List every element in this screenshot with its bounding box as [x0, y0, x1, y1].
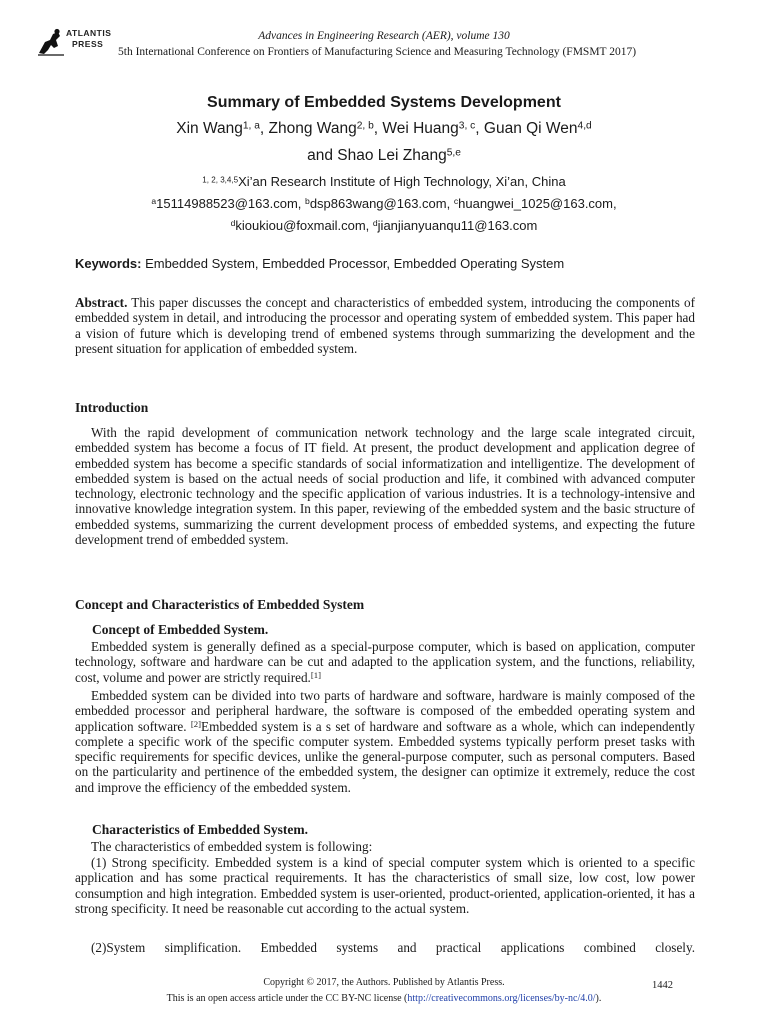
abstract-text: This paper discusses the concept and characteristics of embedded system, introducing the components of embedded system in detail, and introducing the processor and operating system of embedded system. This paper had a vision of future which is developing trend of embened systems through summarizing the development and the present situation for application of embedded system.: [75, 295, 695, 356]
author-name: Guan Qi Wen: [483, 120, 578, 137]
email-address: jianjianyuanqu11@163.com: [377, 218, 538, 233]
email-line2: [0, 218, 768, 234]
publisher-line1: ATLANTIS: [66, 28, 112, 38]
affiliation-text: Xi’an Research Institute of High Technology, Xi’an, China: [238, 174, 566, 189]
subheading-concept: Concept of Embedded System.: [92, 622, 269, 637]
email-sup: d: [230, 218, 236, 229]
subheading-characteristics: Characteristics of Embedded System.: [92, 822, 308, 837]
section-heading-concept: Concept and Characteristics of Embedded System: [75, 597, 365, 612]
email-sup: b: [305, 196, 310, 207]
concept-paragraph-2: [75, 688, 695, 795]
author-list-line2: [0, 146, 768, 166]
email-address: 15114988523@163.com,: [156, 196, 306, 211]
section-heading-introduction: Introduction: [75, 400, 149, 415]
abstract: [75, 295, 695, 356]
author-affil-sup: 4,d: [577, 120, 592, 132]
concept-paragraph-1: [75, 639, 695, 685]
license-text: This is an open access article under the CC BY-NC license (: [166, 993, 408, 1004]
author-name: Zhong Wang: [268, 120, 357, 137]
citation-ref: [2]: [190, 718, 202, 729]
publisher-line2: PRESS: [72, 39, 104, 49]
keywords-text: Embedded System, Embedded Processor, Embedded Operating System: [141, 256, 565, 271]
author-affil-sup: 1, a: [242, 120, 260, 132]
characteristic-1: (1) Strong specificity. Embedded system is a kind of special computer system which is oriented to a specific application and has some practical requirements. It has the characteristics of small size, low cost, low power consumption and high integration. Embedded system is user-oriented, product-oriented, application-oriented, it has a strong specificity. It need be reasonable cut according to the actual system.: [75, 855, 695, 916]
email-address: huangwei_1025@163.com,: [458, 196, 617, 211]
characteristic-2: (2)System simplification. Embedded systems and practical applications combined closely.: [91, 940, 695, 955]
keywords-label: Keywords:: [75, 256, 142, 271]
introduction-paragraph: With the rapid development of communication network technology and the large scale integrated circuit, embedded system has become a focus of IT field. At present, the product development and application degree of embedded system has become a specific standards of social informatization and intelligentize. The development of embedded system is based on the actual needs of social production and life, it combined with advanced computer technology, electronic technology and the specific application of various industries. It is a technology-intensive and innovative knowledge integration system. In this paper, reviewing of the embedded system and the basic structure of embedded systems, summarizing the current development process of embedded systems, and expecting the future development trend of embedded system.: [75, 425, 695, 548]
email-address: dsp863wang@163.com,: [309, 196, 454, 211]
author-separator: ,: [259, 120, 269, 137]
page-number: 1442: [652, 980, 673, 991]
characteristics-intro: The characteristics of embedded system is following:: [91, 839, 373, 854]
affiliation-sup: 1, 2, 3,4,5: [202, 175, 239, 185]
keywords: [75, 256, 715, 272]
author-affil-sup: 2, b: [356, 120, 374, 132]
author-and: and: [307, 147, 338, 164]
author-name: Wei Huang: [382, 120, 459, 137]
footer-license: [0, 993, 768, 1005]
author-separator: ,: [475, 120, 484, 137]
license-link[interactable]: http://creativecommons.org/licenses/by-nc/4.0/: [407, 993, 596, 1004]
concept-text-1: Embedded system is generally defined as a special-purpose computer, which is based on application, computer technology, software and hardware can be cut and adapted to the application system, and the functions, reliability, cost, volume and power are strictly required.: [75, 639, 695, 685]
footer-copyright: Copyright © 2017, the Authors. Published by Atlantis Press.: [263, 977, 505, 988]
author-affil-sup: 3, c: [458, 120, 476, 132]
abstract-label: Abstract.: [75, 295, 128, 310]
author-list-line1: [0, 119, 768, 139]
author-name: Xin Wang: [176, 120, 243, 137]
concept-text-2a: Embedded system can be divided into two parts of hardware and software, hardware is mainly composed of the embedded processor and peripheral hardware, the software is composed of the embedded operating system and application software.: [75, 688, 695, 734]
conference-running-head: 5th International Conference on Frontiers of Manufacturing Science and Measuring Technology (FMSMT 2017): [118, 46, 637, 58]
journal-running-head: Advances in Engineering Research (AER), volume 130: [258, 30, 510, 42]
email-sup: c: [453, 196, 459, 207]
paper-title: Summary of Embedded Systems Development: [207, 94, 561, 111]
citation-ref: [1]: [310, 669, 321, 680]
email-sup: d: [372, 218, 378, 229]
affiliation: [0, 174, 768, 190]
email-address: kioukiou@foxmail.com,: [235, 218, 373, 233]
email-line1: [0, 196, 768, 212]
email-sup: a: [151, 196, 157, 207]
author-separator: ,: [373, 120, 383, 137]
author-name: Shao Lei Zhang: [337, 147, 447, 164]
license-text-end: ).: [595, 993, 602, 1004]
concept-text-2b: Embedded system is a s set of hardware and software as a whole, which can independently complete a specific work of the specific computer system. Embedded systems typically perform preset tasks with specific requirements for specific devices, unlike the general-purpose computer, such as personal computers. Based on the particularity and pertinence of the embedded system, the designer can optimize it extremely, reduce the cost and improve the efficiency of the embedded system.: [75, 718, 695, 795]
author-affil-sup: 5,e: [446, 147, 461, 159]
